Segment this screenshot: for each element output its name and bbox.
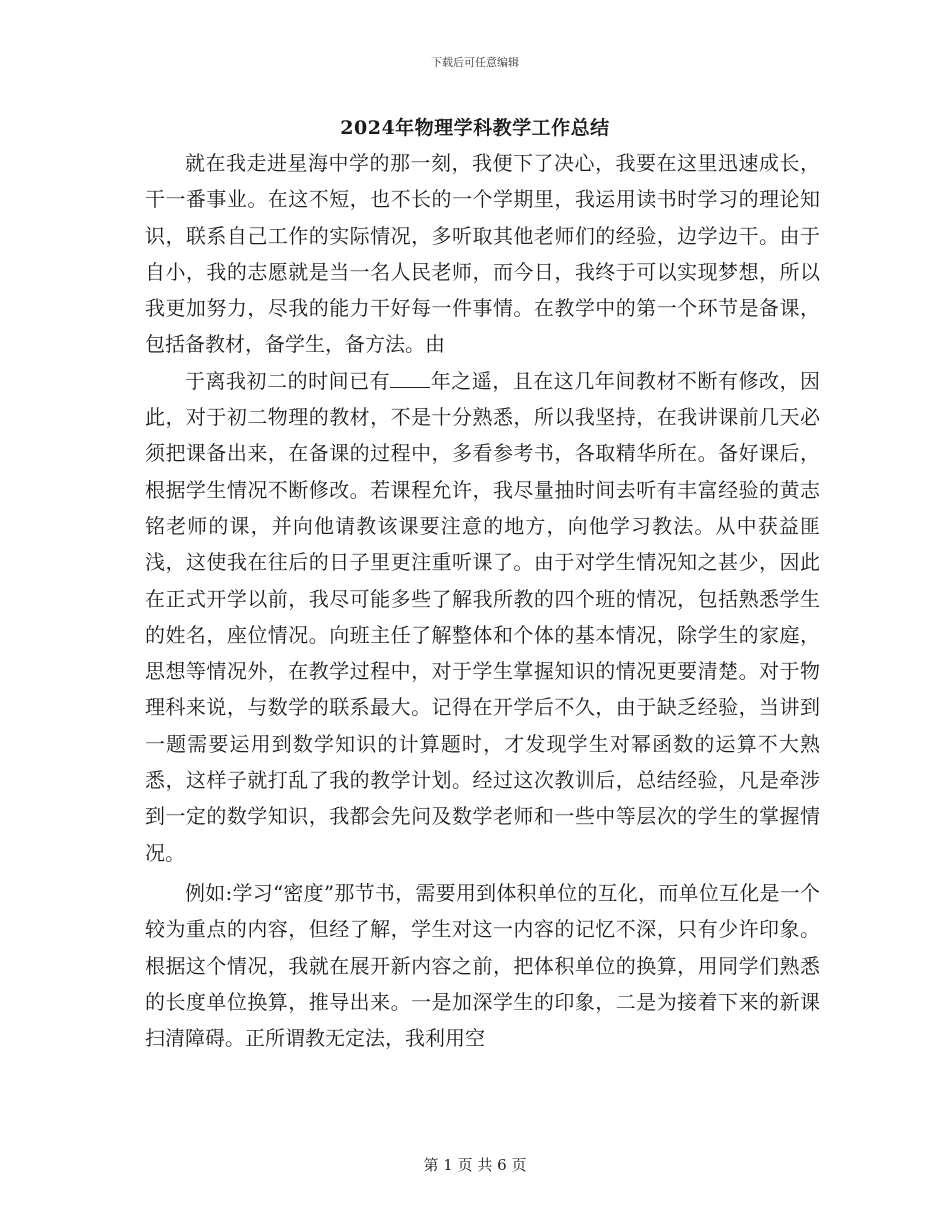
page-number: 第 1 页 共 6 页 [423, 1156, 527, 1174]
fill-in-blank [390, 369, 430, 388]
document-title: 2024年物理学科教学工作总结 [340, 117, 610, 139]
paragraph-1: 就在我走进星海中学的那一刻，我便下了决心，我要在这里迅速成长，干一番事业。在这不短，也不长的一个学期里，我运用读书时学习的理论知识，联系自己工作的实际情况，多听取其他老师们的经验，边学边干。由于自小，我的志愿就是当一名人民老师，而今日，我终于可以实现梦想，所以我更加努力，尽我的能力干好每一件事情。在教学中的第一个环节是备课，包括备教材，备学生，备方法。由 [145, 151, 820, 357]
paragraph-2-prefix: 于离我初二的时间已有 [185, 368, 391, 393]
paragraph-2-text: 年之遥，且在这几年间教材不断有修改，因此，对于初二物理的教材，不是十分熟悉，所以我坚持，在我讲课前几天必须把课备出来，在备课的过程中，多看参考书，各取精华所在。备好课后，根据学生情况不断修改。若课程允许，我尽量抽时间去听有丰富经验的黄志铭老师的课，并向他请教该课要注意的地方，向他学习教法。从中获益匪浅，这使我在往后的日子里更注重听课了。由于对学生情况知之甚少，因此在正式开学以前，我尽可能多些了解我所教的四个班的情况，包括熟悉学生的姓名，座位情况。向班主任了解整体和个体的基本情况，除学生的家庭，思想等情况外，在教学过程中，对于学生掌握知识的情况更要清楚。对于物理科来说，与数学的联系最大。记得在开学后不久，由于缺乏经验，当讲到一题需要运用到数学知识的计算题时，才发现学生对幂函数的运算不大熟悉，这样子就打乱了我的教学计划。经过这次教训后，总结经验，凡是牵涉到一定的数学知识，我都会先问及数学老师和一些中等层次的学生的掌握情况。 [145, 368, 821, 865]
paragraph-2 [145, 363, 820, 871]
document-body [145, 145, 820, 1056]
header-note: 下载后可任意编辑 [431, 56, 519, 69]
paragraph-3: 例如:学习“密度”那节书，需要用到体积单位的互化，而单位互化是一个较为重点的内容，但经了解，学生对这一内容的记忆不深，只有少许印象。根据这个情况，我就在展开新内容之前，把体积单位的换算，用同学们熟悉的长度单位换算，推导出来。一是加深学生的印象，二是为接着下来的新课扫清障碍。正所谓教无定法，我利用空 [145, 880, 820, 1051]
